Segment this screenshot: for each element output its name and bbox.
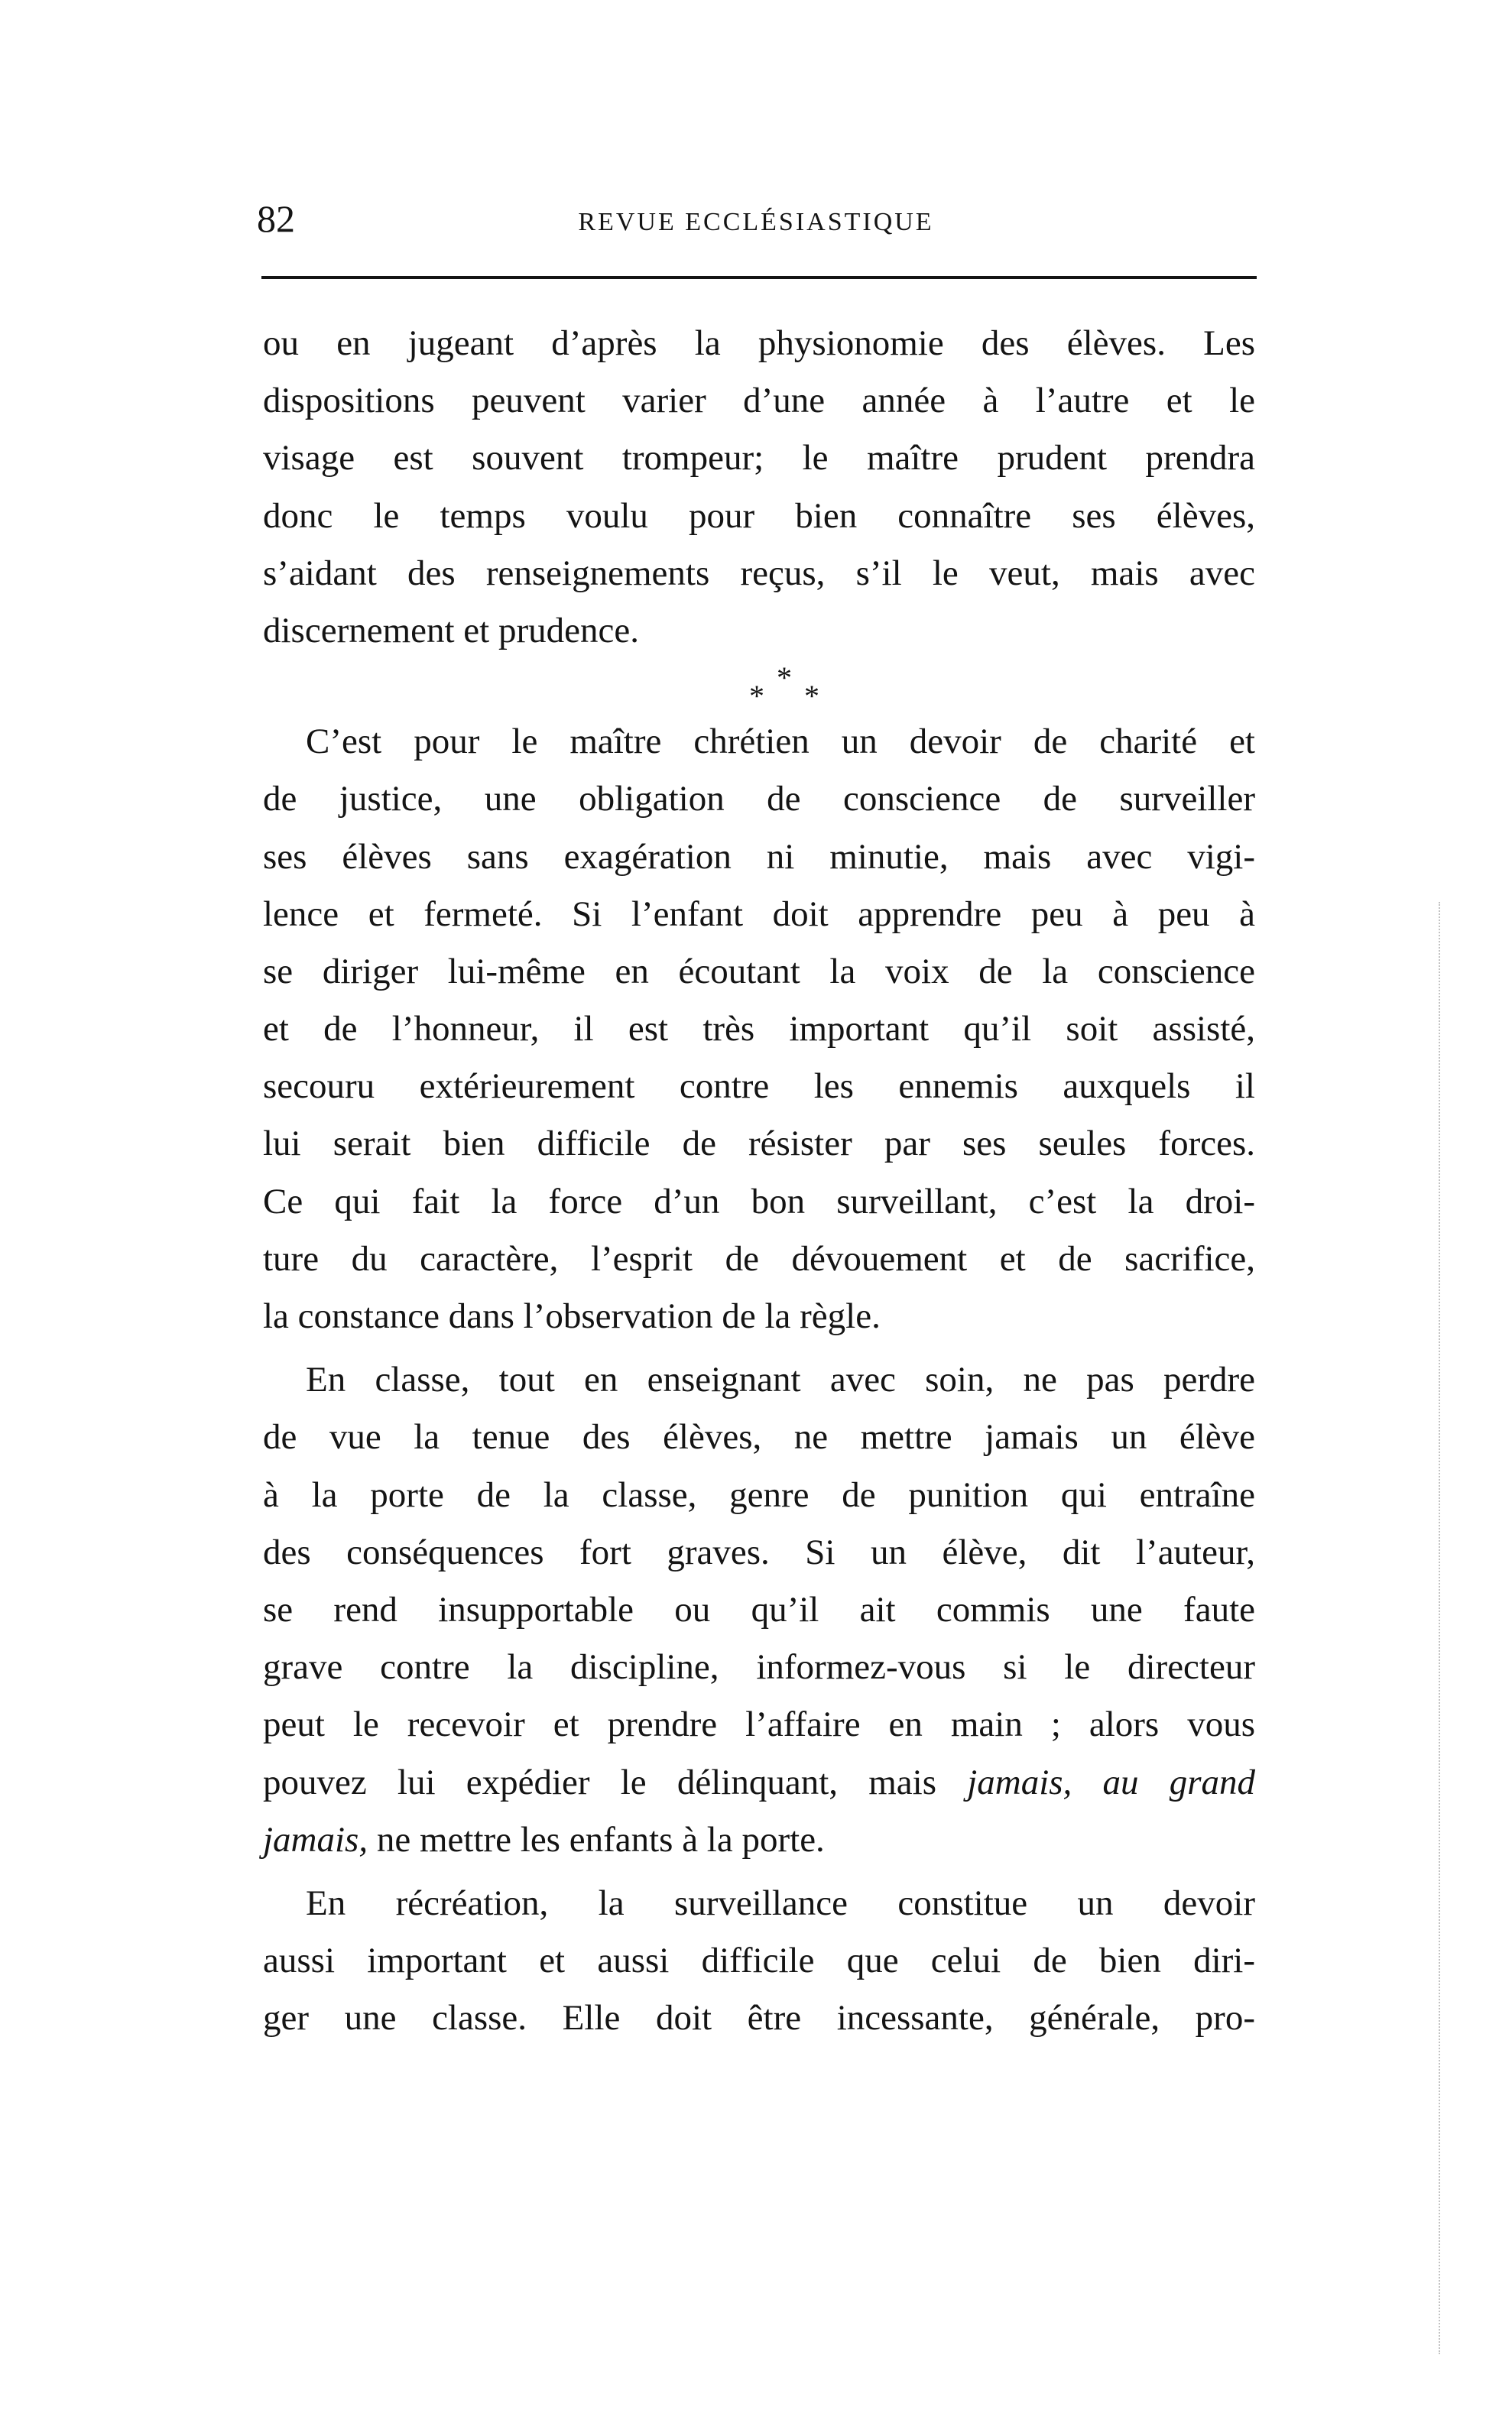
scan-margin-marks [1439,902,1446,2354]
body-text [263,315,1255,2047]
line-roman-part: pouvez lui expédier le délinquant, mais [263,1762,968,1802]
text-line: Ce qui fait la force d’un bon surveillant, c’est la droi- [263,1181,1255,1221]
text-line-with-italic [263,1812,1255,1869]
asterism-star: * [749,679,764,714]
page-number: 82 [257,197,295,240]
header-rule [261,276,1257,279]
text-line: discernement et prudence. [263,610,639,650]
text-line: peut le recevoir et prendre l’affaire en main ; alors vous [263,1705,1255,1745]
asterism-star: * [804,679,819,714]
text-line: et de l’honneur, il est très important qu’il soit assisté, [263,1009,1255,1049]
text-line: ses élèves sans exagération ni minutie, mais avec vigi- [263,836,1255,877]
text-line: aussi important et aussi difficile que celui de bien diri- [263,1941,1255,1981]
text-line: C’est pour le maître chrétien un devoir de charité et [306,722,1255,762]
text-line: se rend insupportable ou qu’il ait commis une faute [263,1589,1255,1630]
text-line-with-italic [263,1754,1255,1812]
text-line: visage est souvent trompeur; le maître prudent prendra [263,438,1255,478]
asterism [263,660,1255,713]
running-title: REVUE ECCLÉSIASTIQUE [578,208,934,236]
text-line: des conséquences fort graves. Si un élève, dit l’auteur, [263,1532,1255,1572]
text-line: ou en jugeant d’après la physionomie des élèves. Les [263,323,1255,363]
line-roman-part: ne mettre les enfants à la porte. [368,1819,825,1860]
text-line: dispositions peuvent varier d’une année à l’autre et le [263,381,1255,421]
text-line: ger une classe. Elle doit être incessante, générale, pro- [263,1998,1255,2039]
text-line: se diriger lui-même en écoutant la voix de la conscience [263,951,1255,991]
text-line: s’aidant des renseignements reçus, s’il le veut, mais avec [263,553,1255,593]
italic-emphasis: jamais, au grand [967,1762,1256,1802]
text-line: secouru extérieurement contre les ennemis auxquels il [263,1066,1255,1107]
text-line: à la porte de la classe, genre de punition qui entraîne [263,1474,1255,1515]
text-line: grave contre la discipline, informez-vous si le directeur [263,1647,1255,1688]
text-line: ture du caractère, l’esprit de dévouement et de sacrifice, [263,1238,1255,1279]
text-line: la constance dans l’observation de la règle. [263,1296,881,1336]
text-line: de justice, une obligation de conscience de surveiller [263,779,1255,819]
text-line: En récréation, la surveillance constitue un devoir [306,1883,1255,1923]
text-line: lui serait bien difficile de résister par ses seules forces. [263,1124,1255,1164]
text-line: lence et fermeté. Si l’enfant doit apprendre peu à peu à [263,894,1255,934]
italic-emphasis: jamais, [263,1819,368,1860]
text-line: En classe, tout en enseignant avec soin, ne pas perdre [306,1360,1255,1400]
asterism-star: * [777,660,792,696]
text-line: de vue la tenue des élèves, ne mettre jamais un élève [263,1417,1255,1458]
text-line: donc le temps voulu pour bien connaître ses élèves, [263,495,1255,536]
